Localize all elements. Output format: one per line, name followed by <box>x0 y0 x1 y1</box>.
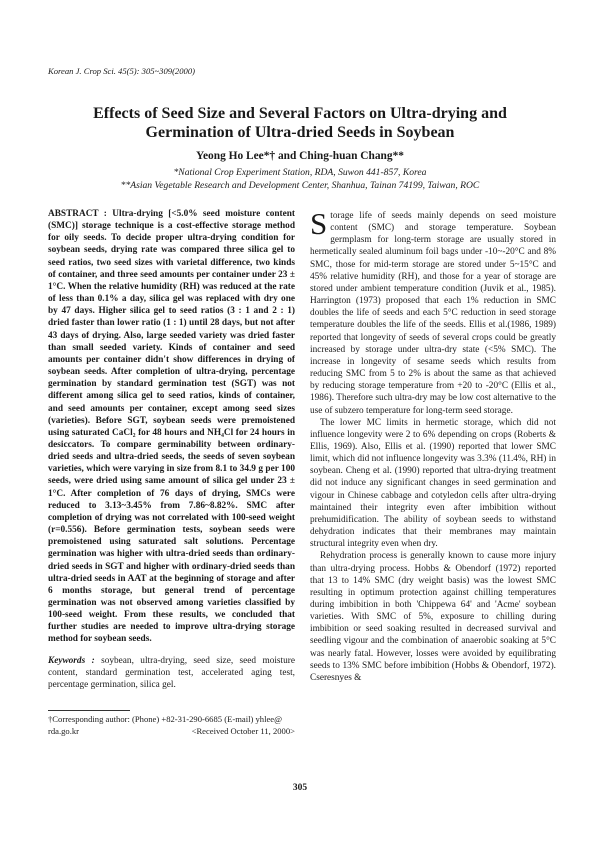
journal-citation: Korean J. Crop Sci. 45(5): 305~309(2000) <box>48 66 195 76</box>
title-line-2: Germination of Ultra-dried Seeds in Soybean <box>145 124 455 141</box>
affiliations <box>40 167 560 192</box>
keywords-text: soybean, ultra-drying, seed size, seed moisture content, standard germination test, accelerated aging test, percentage germination, silica gel. <box>48 655 296 690</box>
right-column <box>310 206 556 684</box>
title-line-1: Effects of Seed Size and Several Factors on Ultra-drying and <box>93 105 507 122</box>
abstract-text: Ultra-drying [<5.0% seed moisture content (SMC)] storage technique is a cost-effective storage method for oily seeds. To decide proper ultra-drying condition for soybean seeds, drying rate was compared three silica gel to seed ratios, two seed sizes with varietal difference, two kinds of container, and three seed amounts per container under 23 ± 1°C. When the relative humidity (RH) was reduced at the rate of less than 0.1% a day, silica gel was replaced with dry one by 47 days. Higher silica gel to seed ratios (3 : 1 and 2 : 1) dried faster than lower ratio (1 : 1) until 28 days, but not after 43 days of drying. Also, large seeded variety was dried faster than small seeded variety. Kinds of container and seed amounts per container didn't show differences in drying of soybean seeds. After completion of ultra-drying, percentage germination by standard germination test (SGT) was not different among silica gel to seed ratios, kinds of container, and seed amounts per container, except among seed sizes (varieties). Before SGT, soybean seeds were premoistened using saturated CaCl₂ for 48 hours and NH₄Cl for 24 hours in desiccators. To compare germinability between ordinary-dried seeds and ultra-dried seeds, the seeds of seven soybean varieties, which were varying in size from 8.1 to 34.9 g per 100 seeds, were dried using same amount of silica gel under 23 ± 1°C. After completion of 76 days of drying, SMCs were reduced to 3.13~3.45% from 7.86~8.82%. SMC after completion of drying was not correlated with 100-seed weight (r=0.556). Before germination tests, soybean seeds were premoistened using saturated salt solutions. Percentage germination was higher with ultra-dried seeds than ordinary-dried seeds in SGT and higher with ordinary-dried seeds than ultra-dried seeds in AAT at the beginning of storage and after 6 months storage, but general trend of percentage germination was not observed among varieties classified by 100-seed weight. From these results, we concluded that further studies are needed to improve ultra-drying storage method for soybean seeds. <box>48 209 295 645</box>
body-paragraph-1 <box>310 206 556 417</box>
abstract <box>48 208 295 646</box>
keywords <box>48 655 295 691</box>
body-paragraph-2: The lower MC limits in hermetic storage, which did not influence longevity were 2 to 6% depending on crops (Roberts & Ellis, 1969). Also, Ellis et al. (1990) reported that lower SMC limit, which did not influence longevity was 3.3% (11.4%, RH) in soybean. Cheng et al. (1990) reported that ultra-drying treatment did not induce any significant changes in seed germination and vigour in Chinese cabbage and cotyledon cells after ultra-drying maintained their integrity even after imbibition without prehumidification. The ability of soybean seeds to withstand dehydration indicates that their membranes may maintain structural integrity even when dry. <box>310 417 556 550</box>
footnote-divider <box>48 710 130 711</box>
email-tail: rda.go.kr <box>48 725 80 736</box>
body-paragraph-1-text: torage life of seeds mainly depends on seed moisture content (SMC) and storage temperature. Soybean germplasm for long-term storage are usually stored in hermetically sealed aluminum foil bags under -10~-20°C and 8% SMC, those for mid-term storage are stored under 5~15°C and 45% relative humidity (RH), and those for a year of storage are stored under ambient temperature condition (Juvik et al., 1985). Harrington (1973) proposed that each 1% reduction in SMC doubles the life of seeds and each 5°C reduction in seed storage temperature doubles the life of the seeds. Ellis et al.(1986, 1989) reported that longevity of seeds of several crops could be greatly increased by storage under ultra-dry state (<5% SMC). The increase in longevity of sesame seeds which results from reducing SMC from 5 to 2% is about the same as that achieved by reducing storage temperature from +20 to -20°C (Ellis et al., 1986). Therefore such ultra-dry may be low cost alternative to the use of subzero temperature for long-term seed storage. <box>310 211 556 416</box>
author-list: Yeong Ho Lee*† and Ching-huan Chang** <box>196 150 404 162</box>
paper-title <box>60 104 540 142</box>
keywords-label: Keywords : <box>48 655 95 666</box>
affiliation-2: **Asian Vegetable Research and Development Center, Shanhua, Tainan 74199, Taiwan, ROC <box>120 179 480 191</box>
page-number: 305 <box>292 783 308 793</box>
body-paragraph-3: Rehydration process is generally known to cause more injury than ultra-drying process. Hobbs & Obendorf (1972) reported that 13 to 14% SMC (dry weight basis) was the lowest SMC resulting in optimum protection against chilling temperatures during imbibition in both 'Chippewa 64' and 'Acme' soybean varieties. With SMC of 5%, exposure to chilling during imbibition or seed soaking resulted in decreased survival and seedling vigour and the combination of anaerobic soaking at 5°C was nearly fatal. However, losses were avoided by equilibrating seeds to 13% SMC before imbibition (Hobbs & Obendorf, 1972). Cseresnyes & <box>310 551 556 683</box>
footnote <box>48 714 295 737</box>
received-date: <Received October 11, 2000> <box>191 725 295 736</box>
footnote-line-2 <box>48 726 295 738</box>
drop-cap: S <box>310 206 328 241</box>
corresponding-author: †Corresponding author: (Phone) +82-31-290-6685 (E-mail) yhlee@ <box>48 714 282 724</box>
left-column <box>48 208 295 691</box>
affiliation-1: *National Crop Experiment Station, RDA, Suwon 441-857, Korea <box>173 167 427 178</box>
abstract-label: ABSTRACT : <box>48 209 107 219</box>
